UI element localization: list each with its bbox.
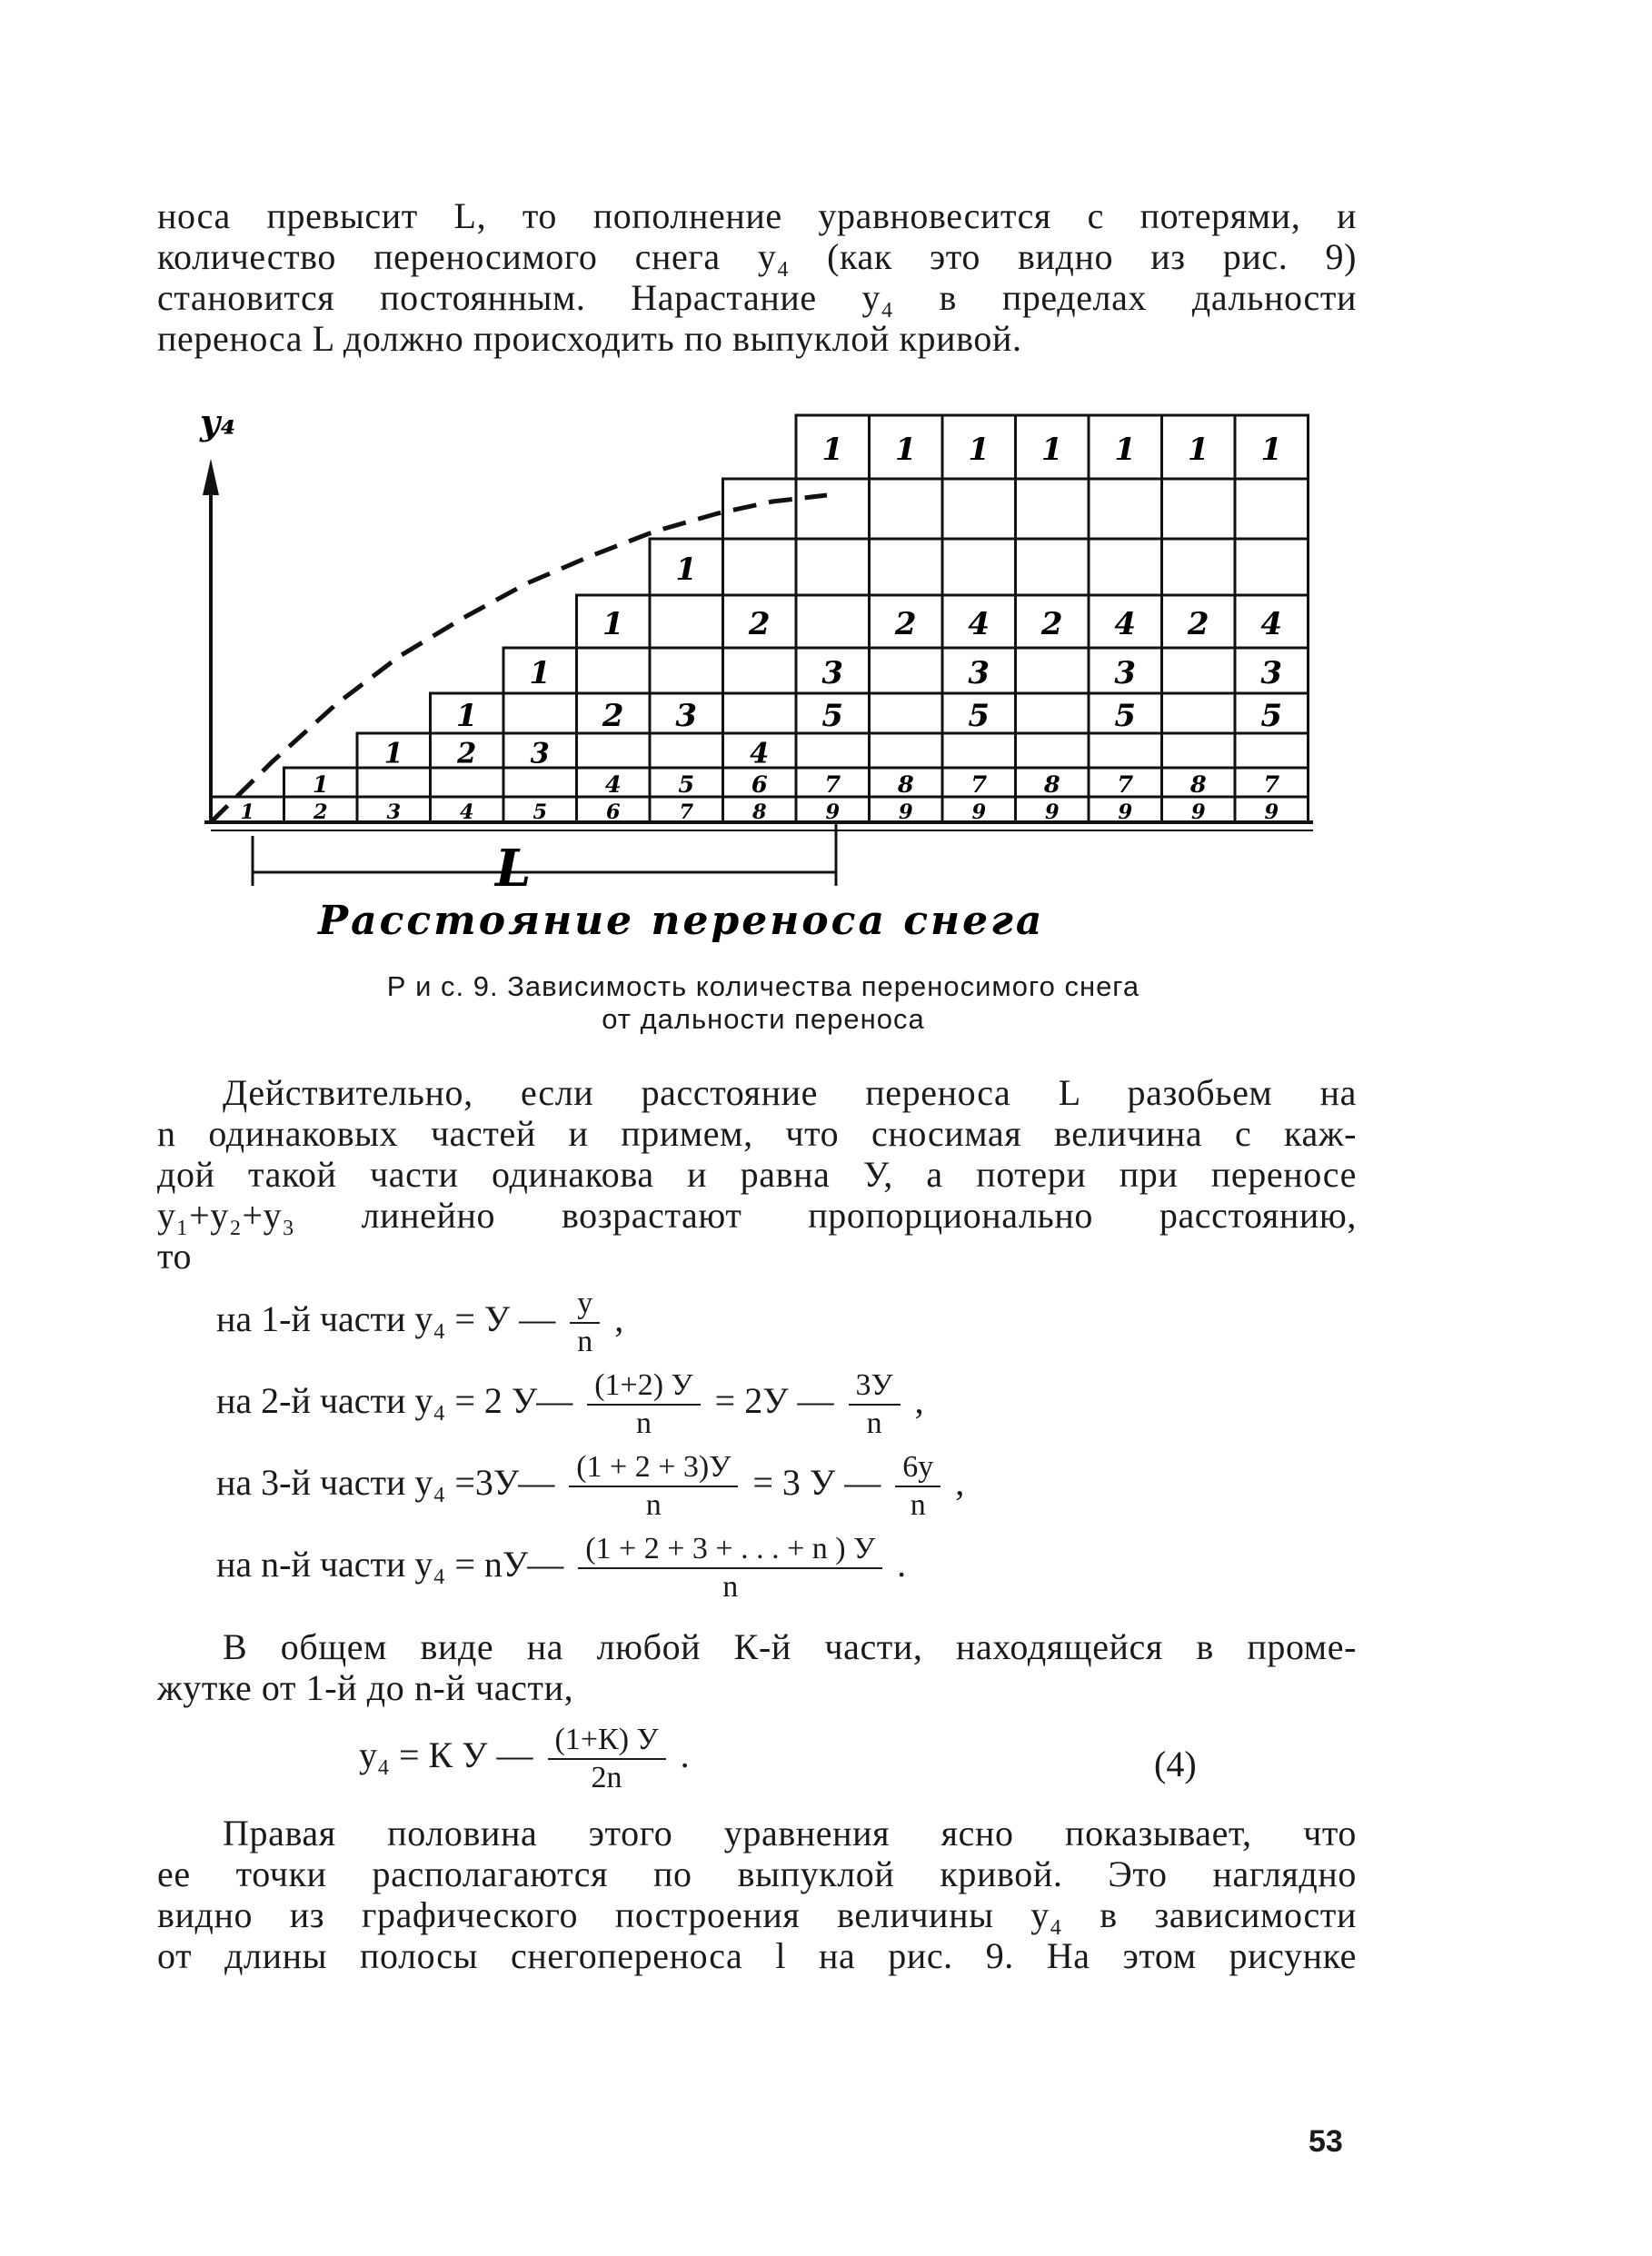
fraction [895, 1449, 940, 1524]
convex-dashed-curve [211, 495, 827, 822]
grid-cell-number: 8 [1189, 771, 1207, 800]
fraction [570, 1286, 600, 1360]
grid-cell-number: 3 [1114, 655, 1137, 691]
text-line: Правая половина этого уравнения ясно показывает, что [223, 1813, 1357, 1853]
grid-cell-number: 1 [1114, 432, 1137, 468]
grid-cell-number: 9 [1044, 800, 1060, 824]
span-label: L [495, 839, 532, 899]
grid-cell-number: 2 [1040, 606, 1063, 642]
grid-cell-number: 3 [821, 655, 844, 691]
grid-cell-number: 4 [968, 606, 990, 642]
grid-cell-number: 4 [1260, 606, 1283, 642]
equation-tail: , [614, 1298, 624, 1340]
grid-cell [1162, 648, 1236, 693]
text-line: количество переносимого снега у₄ (как это видно из рис. 9) [157, 236, 1357, 277]
grid-cell-number: 6 [751, 771, 768, 800]
grid-cell-number: 6 [605, 800, 621, 824]
grid-cell-number: 2 [602, 698, 624, 734]
caption-line-2: от дальности переноса [602, 1003, 925, 1035]
bottom-paragraph [157, 1813, 1357, 1976]
denominator: n [635, 1406, 652, 1440]
equation-part-n [216, 1531, 906, 1605]
grid-cell-number: 2 [457, 737, 477, 770]
text-line: у₁+у₂+у₃ линейно возрастают пропорционально расстоянию, [157, 1195, 1357, 1236]
grid-cell-number: 3 [968, 655, 990, 691]
grid-cell [1089, 479, 1162, 539]
grid-cell [796, 539, 870, 595]
text-line: В общем виде на любой К-й части, находящейся в проме- [223, 1626, 1357, 1667]
grid-cell-number: 7 [970, 771, 988, 800]
grid-cell-number: 7 [1117, 771, 1134, 800]
grid-cell [1162, 539, 1236, 595]
x-axis-caption: Расстояние переноса снега [318, 898, 1045, 944]
equation-part-1 [216, 1286, 623, 1360]
grid-cell-number: 8 [1043, 771, 1060, 800]
text-line: жутке от 1-й до n-й части, [157, 1667, 574, 1708]
page-number: 53 [1309, 2124, 1343, 2159]
grid-cell-number: 5 [1114, 698, 1137, 734]
grid-cell-number: 1 [1040, 432, 1063, 468]
grid-cell [650, 733, 723, 768]
equation-part-3 [216, 1449, 964, 1524]
grid-cell-number: 4 [604, 771, 622, 800]
grid-cell [1162, 479, 1236, 539]
middle-paragraph [157, 1072, 1357, 1277]
equation-tail: , [955, 1462, 965, 1504]
numerator: (1 + 2 + 3 + . . . + n ) У [578, 1531, 882, 1569]
text-line: видно из графического построения величины у₄ в зависимости [157, 1894, 1357, 1935]
denominator: n [577, 1325, 593, 1358]
grid-cell-number: 7 [824, 771, 841, 800]
grid-cell [796, 479, 870, 539]
denominator: n [910, 1488, 926, 1522]
grid-cell-number: 2 [1187, 606, 1209, 642]
grid-cell [1162, 733, 1236, 768]
grid-cell-number: 8 [897, 771, 914, 800]
text-line: Действительно, если расстояние переноса L разобьем на [223, 1072, 1357, 1113]
grid-cell-number: 3 [675, 698, 698, 734]
text-line: дой такой части одинакова и равна У, а потери при переносе [157, 1154, 1357, 1195]
formula-tail: . [680, 1734, 690, 1776]
grid-cell [796, 595, 870, 648]
grid-cell-number: 5 [1260, 698, 1283, 734]
grid-cell [1016, 648, 1090, 693]
grid-cell [723, 539, 797, 595]
grid-cell-number: 1 [1260, 432, 1283, 468]
grid-cell-number: 9 [825, 800, 841, 824]
grid-cell-number: 1 [675, 552, 698, 588]
grid-cell [796, 733, 870, 768]
grid-cell-number: 1 [455, 698, 478, 734]
grid-cell-number: 3 [530, 737, 550, 770]
grid-cell-number: 9 [1264, 800, 1279, 824]
grid-cell-number: 9 [898, 800, 913, 824]
grid-cell-number: 9 [1118, 800, 1133, 824]
grid-cell [942, 479, 1016, 539]
grid-cell [942, 733, 1016, 768]
grid-cell-number: 1 [383, 737, 403, 770]
text-line: становится постоянным. Нарастание у₄ в пределах дальности [157, 277, 1357, 318]
grid-cell [870, 733, 943, 768]
grid-cell [723, 693, 797, 733]
grid-cell [942, 539, 1016, 595]
grid-cell-number: 1 [312, 771, 329, 800]
figure-9 [0, 0, 1652, 963]
equation-lhs: на 2-й части у₄ = 2 У— [216, 1380, 573, 1422]
equation-tail: . [897, 1544, 907, 1585]
grid-cell-number: 1 [240, 800, 255, 824]
grid-cell-number: 2 [748, 606, 771, 642]
equation-tail: , [914, 1380, 924, 1422]
grid-cell-number: 3 [386, 800, 402, 824]
grid-cell-number: 9 [971, 800, 987, 824]
caption-line-1: Р и с. 9. Зависимость количества переносимого снега [386, 970, 1140, 1002]
grid-cell [431, 768, 504, 797]
grid-cell [1235, 479, 1309, 539]
equation-lhs: на n-й части у₄ = nУ— [216, 1544, 564, 1585]
y-axis-label: у₄ [200, 402, 236, 442]
grid-cell-number: 3 [1260, 655, 1283, 691]
grid-cell [1016, 539, 1090, 595]
grid-cell-number: 4 [750, 737, 770, 770]
denominator: n [722, 1570, 739, 1604]
formula-number: (4) [1154, 1744, 1197, 1784]
grid-cell [1235, 539, 1309, 595]
text-line: от длины полосы снегопереноса l на рис. 9. На этом рисунке [157, 1935, 1357, 1976]
numerator: у [570, 1286, 600, 1324]
grid-cell [1016, 733, 1090, 768]
grid-cell [870, 479, 943, 539]
grid-cell-number: 5 [678, 771, 695, 800]
fraction [587, 1367, 700, 1442]
numerator: (1+К) У [548, 1722, 666, 1760]
grid-cell [723, 648, 797, 693]
denominator: n [645, 1488, 662, 1522]
dashed-curve [211, 491, 818, 822]
grid-cell-number: 1 [529, 655, 552, 691]
grid-cell-number: 1 [602, 606, 624, 642]
grid-cell [357, 768, 431, 797]
numerator: 6у [895, 1449, 940, 1487]
grid-cell-number: 2 [313, 800, 328, 824]
grid-cell-number: 8 [751, 800, 767, 824]
grid-cell [870, 693, 943, 733]
formula-4 [359, 1722, 690, 1796]
grid-cell-number: 5 [821, 698, 844, 734]
grid-cell-number: 7 [1263, 771, 1280, 800]
grid-cell [1016, 693, 1090, 733]
grid-cell [650, 595, 723, 648]
grid-cell [1089, 733, 1162, 768]
grid-cell [1235, 733, 1309, 768]
grid-cell [1016, 479, 1090, 539]
grid-cell [1089, 539, 1162, 595]
denominator: 2n [591, 1761, 622, 1794]
numerator: (1 + 2 + 3)У [569, 1449, 738, 1487]
grid-cell-number: 1 [894, 432, 917, 468]
text-line: n одинаковых частей и примем, что сносимая величина с каж- [157, 1113, 1357, 1154]
grid-cell-number: 1 [821, 432, 844, 468]
equation-lhs: на 1-й части у₄ = У — [216, 1298, 556, 1340]
grid-cell-number: 5 [532, 800, 548, 824]
numerator: (1+2) У [587, 1367, 700, 1406]
grid-cell [503, 693, 577, 733]
equation-lhs: на 3-й части у₄ =3У— [216, 1462, 555, 1504]
fraction [569, 1449, 738, 1524]
numerator: 3У [849, 1367, 901, 1406]
grid-cell-number: 5 [968, 698, 990, 734]
grid-cell [1162, 693, 1236, 733]
grid-cell [503, 768, 577, 797]
stacked-block-grid [211, 415, 1309, 824]
grid-cell-number: 9 [1190, 800, 1206, 824]
grid-cell-number: 4 [1114, 606, 1137, 642]
grid-cell [577, 648, 651, 693]
grid-cell [577, 733, 651, 768]
denominator: n [866, 1406, 882, 1440]
fraction [849, 1367, 901, 1442]
equation-part-2 [216, 1367, 924, 1442]
formula-lhs: у₄ = К У — [359, 1734, 533, 1776]
text-line: ее точки располагаются по выпуклой кривой. Это наглядно [157, 1853, 1357, 1894]
text-line: переноса L должно происходить по выпуклой кривой. [157, 318, 1022, 359]
fraction [578, 1531, 882, 1605]
grid-cell [870, 648, 943, 693]
fraction [548, 1722, 666, 1796]
grid-cell [650, 648, 723, 693]
general-paragraph [157, 1626, 1357, 1708]
equation-middle: = 3 У — [752, 1462, 881, 1504]
text-line: носа превысит L, то пополнение уравновесится с потерями, и [157, 195, 1357, 236]
grid-cell-number: 2 [894, 606, 917, 642]
grid-cell-number: 1 [1187, 432, 1209, 468]
grid-cell-number: 1 [968, 432, 990, 468]
grid-cell-number: 7 [679, 800, 694, 824]
text-line: то [157, 1236, 193, 1277]
grid-cell [870, 539, 943, 595]
figure-caption [264, 970, 1263, 1036]
y-axis-arrow-icon [203, 459, 219, 495]
grid-cell-number: 4 [459, 800, 474, 824]
equation-middle: = 2У — [714, 1380, 834, 1422]
